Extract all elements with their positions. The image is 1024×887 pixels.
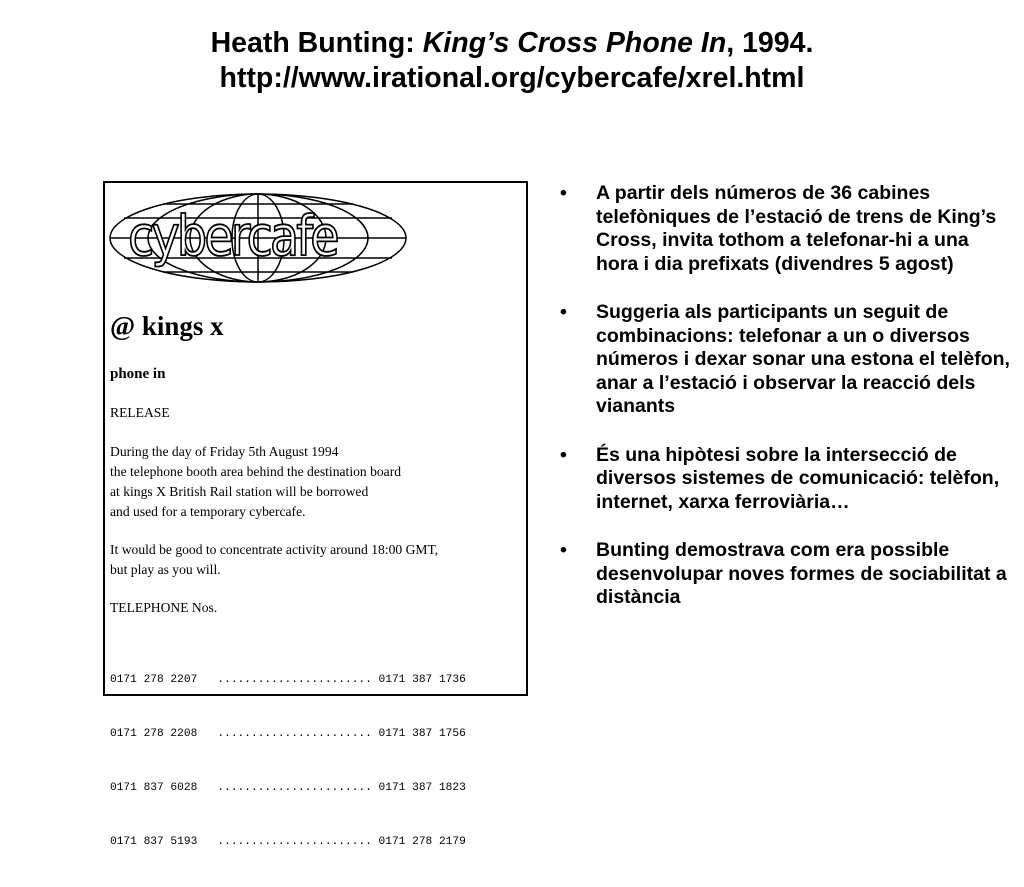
release-paragraph-1: During the day of Friday 5th August 1994 the telephone booth area behind the destination board at kings X British Rail station will be borrowed and used for a temporary cybercafe.: [110, 444, 402, 519]
phone-number-table: [110, 635, 466, 887]
title-work: King’s Cross Phone In: [422, 27, 727, 59]
bullet-list: [560, 182, 1015, 635]
bullet-text: A partir dels números de 36 cabines telefòniques de l’estació de trens de King’s Cross, invita tothom a telefonar-hi a una hora i dia prefixats (divendres 5 agost): [596, 182, 997, 275]
bullet-marker: •: [560, 182, 567, 204]
title-url: http://www.irational.org/cybercafe/xrel.html: [219, 62, 805, 94]
bullet-marker: •: [560, 539, 567, 561]
telephone-label: TELEPHONE Nos.: [110, 600, 218, 615]
site-subheading: phone in: [110, 366, 166, 382]
bullet-text: És una hipòtesi sobre la intersecció de diversos sistemes de comunicació: telèfon, internet, xarxa ferroviària…: [596, 443, 1000, 513]
slide-title: [0, 26, 1024, 96]
bullet-text: Bunting demostrava com era possible desenvolupar noves formes de sociabilitat a distància: [596, 539, 1007, 608]
phone-row: 0171 278 2208 ....................... 0171 387 1756: [110, 728, 466, 740]
cybercafe-logo: [108, 190, 408, 287]
title-author: Heath Bunting:: [210, 27, 423, 59]
bullet-item: [560, 444, 1015, 515]
phone-row: 0171 278 2207 ....................... 0171 387 1736: [110, 674, 466, 686]
title-year: , 1994.: [726, 27, 814, 59]
site-heading: @ kings x: [110, 311, 224, 341]
bullet-item: [560, 182, 1015, 276]
bullet-marker: •: [560, 443, 567, 466]
title-line: [0, 26, 1024, 61]
bullet-text: Suggeria als participants un seguit de combinacions: telefonar a un o diversos números i dexar sonar una estona el telèfon, anar a l’estació i observar la reacció dels vianants: [596, 301, 1010, 417]
phone-row: 0171 837 5193 ....................... 0171 278 2179: [110, 836, 466, 848]
phone-row: 0171 837 6028 ....................... 0171 387 1823: [110, 782, 466, 794]
release-label: RELEASE: [110, 405, 170, 420]
logo-text: cybercafe: [128, 204, 337, 269]
webpage-screenshot: [103, 181, 528, 848]
bullet-item: [560, 539, 1015, 610]
bullet-item: [560, 301, 1015, 419]
release-paragraph-2: It would be good to concentrate activity around 18:00 GMT, but play as you will.: [110, 542, 439, 577]
bullet-marker: •: [560, 301, 567, 323]
